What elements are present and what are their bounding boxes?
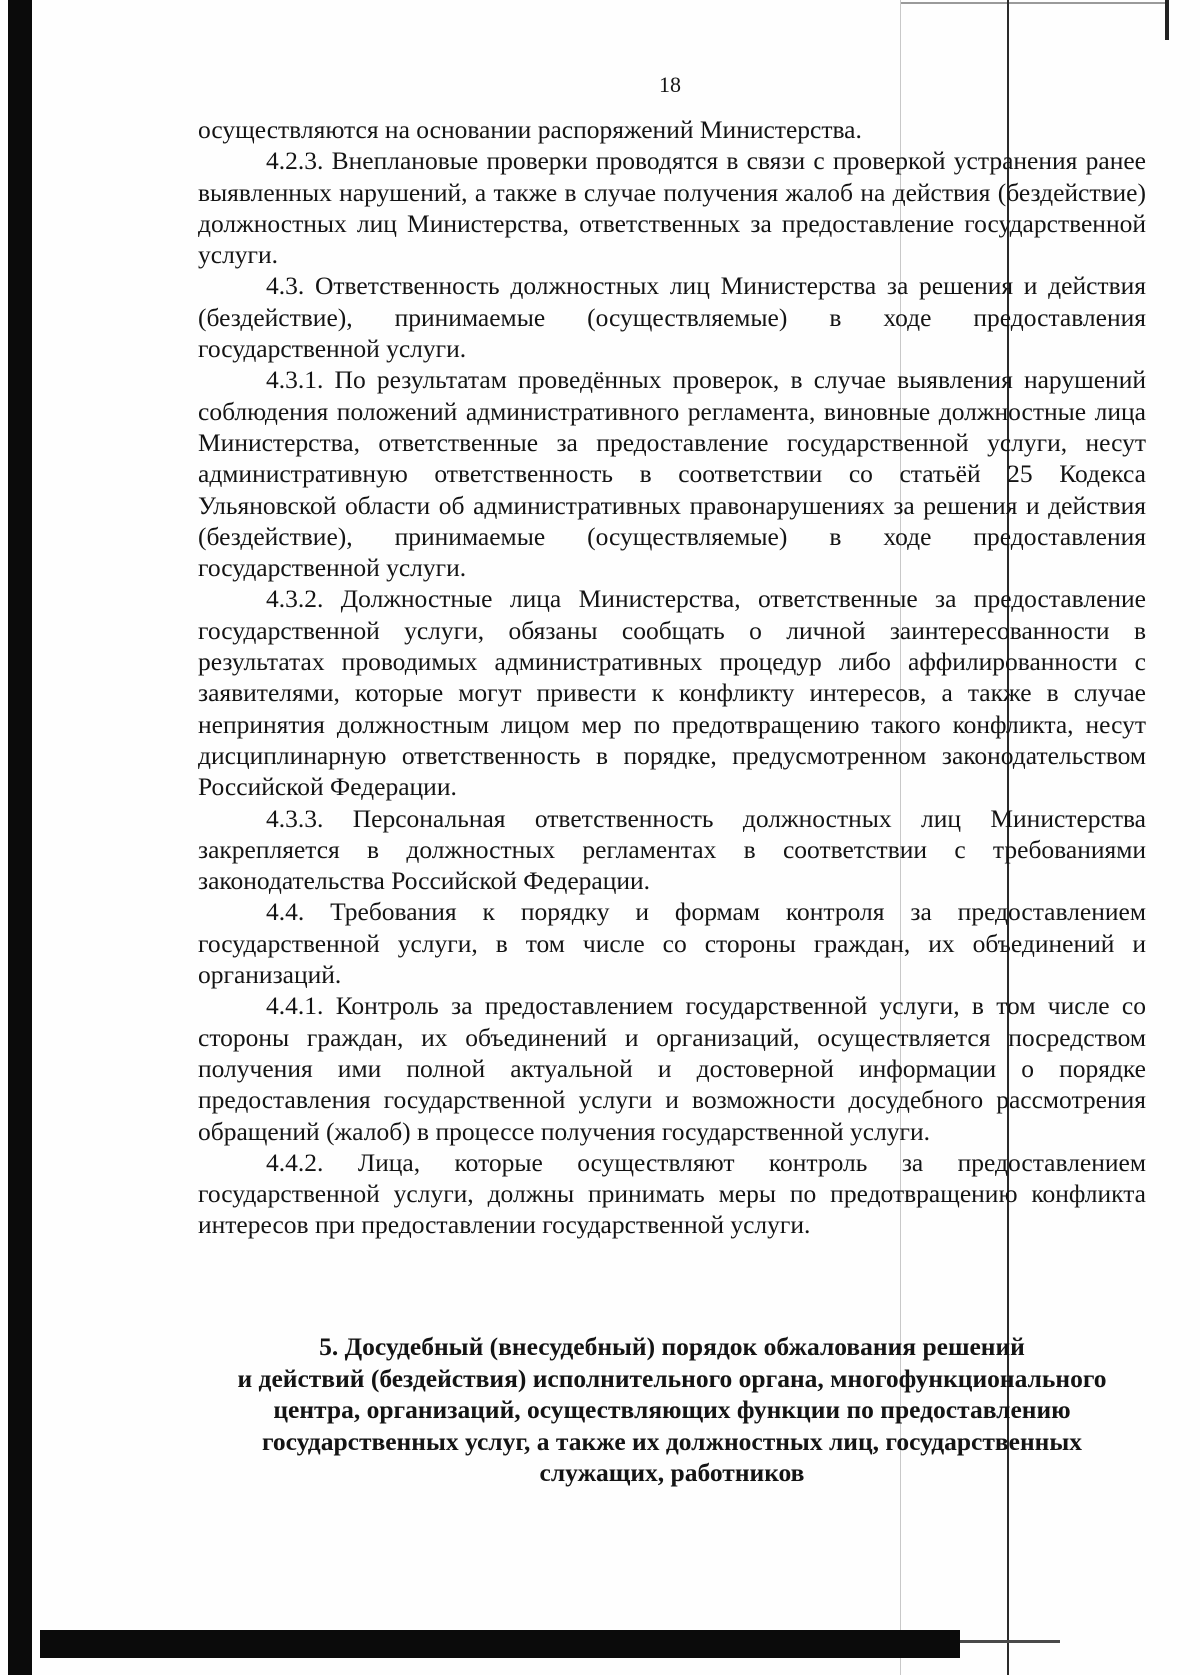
paragraph: 4.2.3. Внеплановые проверки проводятся в связи с проверкой устранения ранее выявленных нарушений, а также в случае получения жалоб на действия (бездействие) должностных лиц Министерства, ответственных за предоставление государственной услуги. [198, 146, 1146, 270]
scan-edge-left [8, 0, 32, 1675]
section-heading-line: центра, организаций, осуществляющих функции по предоставлению [273, 1395, 1071, 1424]
paragraph: 4.3. Ответственность должностных лиц Министерства за решения и действия (бездействие), принимаемые (осуществляемые) в ходе предоставления государственной услуги. [198, 271, 1146, 364]
section-heading-line: государственных услуг, а также их должностных лиц, государственных [261, 1426, 1083, 1456]
paragraph: осуществляются на основании распоряжений Министерства. [198, 115, 862, 144]
page-number: 18 [659, 72, 681, 97]
scan-artifact-corner [1165, 0, 1169, 40]
scan-edge-bottom [40, 1630, 960, 1658]
section-heading-line: 5. Досудебный (внесудебный) порядок обжалования решений [319, 1332, 1025, 1361]
body-text [198, 114, 1146, 1241]
section-heading-line: и действий (бездействия) исполнительного органа, многофункционального [237, 1363, 1107, 1393]
section-heading-line: служащих, работников [539, 1458, 805, 1487]
paragraph: 4.4. Требования к порядку и формам контроля за предоставлением государственной услуги, в том числе со стороны граждан, их объединений и организаций. [198, 897, 1146, 990]
paragraph: 4.3.2. Должностные лица Министерства, ответственные за предоставление государственной услуги, обязаны сообщать о личной заинтересованности в результатах проводимых административных процедур либо аффилированности с заявителями, которые могут привести к конфликту интересов, а также в случае непринятия должностным лицом мер по предотвращению такого конфликта, несут дисциплинарную ответственность в порядке, предусмотренном законодательством Российской Федерации. [198, 584, 1146, 802]
paragraph: 4.4.2. Лица, которые осуществляют контроль за предоставлением государственной услуги, должны принимать меры по предотвращению конфликта интересов при предоставлении государственной услуги. [198, 1147, 1146, 1240]
paragraph: 4.3.3. Персональная ответственность должностных лиц Министерства закрепляется в должностных регламентах в соответствии с требованиями законодательства Российской Федерации. [198, 803, 1146, 896]
paragraph: 4.3.1. По результатам проведённых проверок, в случае выявления нарушений соблюдения положений административного регламента, виновные должностные лица Министерства, ответственные за предоставление государственной услуги, несут административную ответственность в соответствии со статьёй 25 Кодекса Ульяновской области об административных правонарушениях за решения и действия (бездействие), принимаемые (осуществляемые) в ходе предоставления государственной услуги. [198, 365, 1146, 583]
paragraph: 4.4.1. Контроль за предоставлением государственной услуги, в том числе со стороны граждан, их объединений и организаций, осуществляется посредством получения ими полной актуальной и достоверной информации о порядке предоставления государственной услуги и возможности досудебного рассмотрения обращений (жалоб) в процессе получения государственной услуги. [198, 991, 1146, 1146]
scan-artifact-top [900, 2, 1165, 4]
scan-artifact-bottom [960, 1640, 1060, 1643]
section-heading [198, 1331, 1146, 1489]
